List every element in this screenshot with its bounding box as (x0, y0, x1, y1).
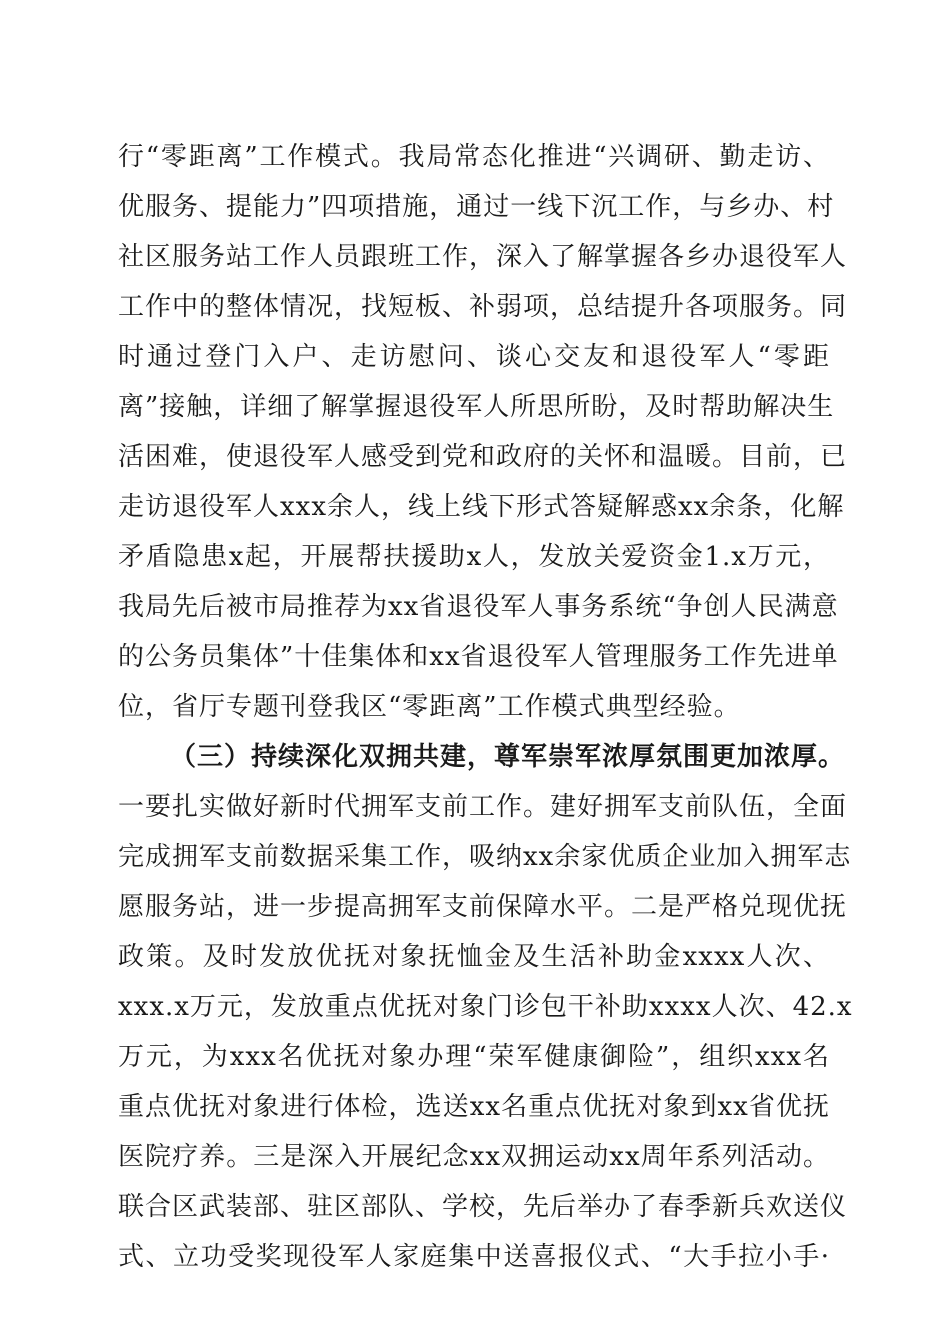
body-line: 式、立功受奖现役军人家庭集中送喜报仪式、“大手拉小手· (118, 1242, 830, 1272)
body-line: 愿服务站，进一步提高拥军支前保障水平。二是严格兑现优抚 (118, 892, 848, 922)
body-line: 政策。及时发放优抚对象抚恤金及生活补助金xxxx人次、 (118, 942, 830, 972)
body-line: 联合区武装部、驻区部队、学校，先后举办了春季新兵欢送仪 (118, 1192, 848, 1222)
body-line: xxx.x万元，发放重点优抚对象门诊包干补助xxxx人次、42.x (118, 992, 853, 1022)
body-line: 工作中的整体情况，找短板、补弱项，总结提升各项服务。同 (118, 292, 848, 322)
body-line: 离”接触，详细了解掌握退役军人所思所盼，及时帮助解决生 (118, 392, 835, 422)
body-line: 重点优抚对象进行体检，选送xx名重点优抚对象到xx省优抚 (118, 1092, 830, 1122)
body-line: 优服务、提能力”四项措施，通过一线下沉工作，与乡办、村 (118, 192, 835, 222)
body-line: 社区服务站工作人员跟班工作，深入了解掌握各乡办退役军人 (118, 242, 848, 272)
body-line: 走访退役军人xxx余人，线上线下形式答疑解惑xx余条，化解 (118, 492, 845, 522)
body-line: 行“零距离”工作模式。我局常态化推进“兴调研、勤走访、 (118, 142, 830, 172)
body-line: 位，省厅专题刊登我区“零距离”工作模式典型经验。 (118, 692, 741, 722)
body-line: 矛盾隐患x起，开展帮扶援助x人，发放关爱资金1.x万元， (118, 542, 830, 572)
body-line: 完成拥军支前数据采集工作，吸纳xx余家优质企业加入拥军志 (118, 842, 852, 872)
body-line: 一要扎实做好新时代拥军支前工作。建好拥军支前队伍，全面 (118, 792, 848, 822)
body-line: 活困难，使退役军人感受到党和政府的关怀和温暖。目前，已 (118, 442, 848, 472)
body-line: 时通过登门入户、走访慰问、谈心交友和退役军人“零距 (118, 342, 830, 372)
body-line: 医院疗养。三是深入开展纪念xx双拥运动xx周年系列活动。 (118, 1142, 830, 1172)
body-line: 的公务员集体”十佳集体和xx省退役军人管理服务工作先进单 (118, 642, 839, 672)
body-line: 万元，为xxx名优抚对象办理“荣军健康御险”，组织xxx名 (118, 1042, 830, 1072)
body-line: 我局先后被市局推荐为xx省退役军人事务系统“争创人民满意 (118, 592, 839, 622)
section-heading: （三）持续深化双拥共建，尊军崇军浓厚氛围更加浓厚。 (170, 742, 846, 772)
